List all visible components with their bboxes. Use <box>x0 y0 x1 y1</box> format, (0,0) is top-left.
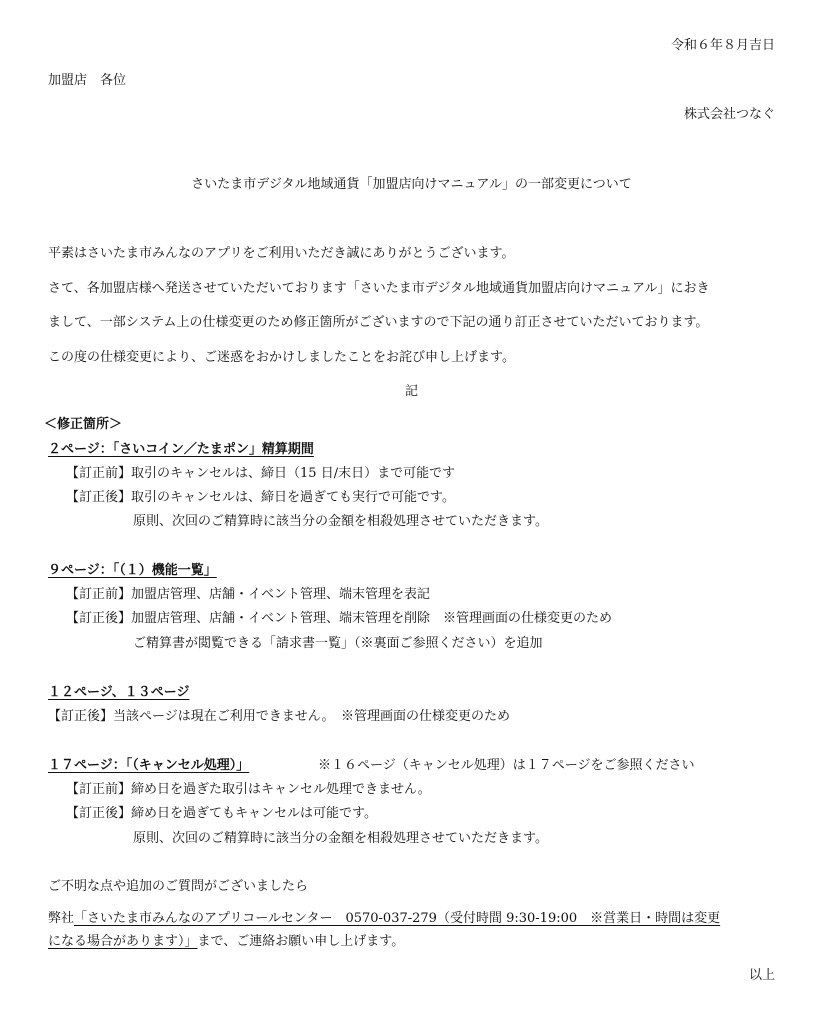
section-heading: ＜修正箇所＞ <box>44 417 123 432</box>
item-2-after-cont: ご精算書が閲覧できる「請求書一覧」（※裏面ご参照ください）を追加 <box>133 636 543 651</box>
item-3-heading: １２ページ、１３ページ <box>48 685 190 700</box>
before-text: 取引のキャンセルは、締日（15 日/末日）まで可能です <box>131 466 456 481</box>
contact-prefix: 弊社 <box>48 911 75 926</box>
item-1-after <box>66 491 455 504</box>
intro-line-4: この度の仕様変更により、ご迷惑をおかけしましたことをお詫び申し上げます。 <box>48 350 515 365</box>
sender: 株式会社つなぐ <box>683 107 775 122</box>
before-text: 締め日を過ぎた取引はキャンセル処理できません。 <box>131 782 431 797</box>
call-center-contact: 「さいたま市みんなのアプリコールセンター 0570-037-279（受付時間 9:30-19:00 ※営業日・時間は変更 <box>74 911 721 926</box>
item-2-heading: ９ページ：「（１）機能一覧」 <box>48 563 217 578</box>
after-text: 取引のキャンセルは、締日を過ぎても実行で可能です。 <box>131 490 455 505</box>
before-text: 加盟店管理、店舗・イベント管理、端末管理を表記 <box>131 587 431 602</box>
before-label: 【訂正前】 <box>66 587 132 602</box>
after-label: 【訂正後】 <box>66 611 132 626</box>
closing-question: ご不明な点や追加のご質問がございましたら <box>48 879 309 894</box>
contact-suffix: まで、ご連絡お願い申し上げます。 <box>197 934 405 949</box>
end-mark: 以上 <box>748 968 775 983</box>
ki-mark: 記 <box>404 384 418 399</box>
before-label: 【訂正前】 <box>66 782 132 797</box>
item-1-before <box>66 467 455 480</box>
after-label: 【訂正後】 <box>66 806 132 821</box>
closing-contact-line-1 <box>48 912 720 925</box>
item-4-before <box>66 783 431 796</box>
after-text: 締め日を過ぎてもキャンセルは可能です。 <box>131 806 377 821</box>
closing-contact-line-2 <box>48 935 404 948</box>
after-text: 加盟店管理、店舗・イベント管理、端末管理を削除 ※管理画面の仕様変更のため <box>131 611 613 626</box>
document-title: さいたま市デジタル地域通貨「加盟店向けマニュアル」の一部変更について <box>191 177 632 192</box>
before-label: 【訂正前】 <box>66 466 132 481</box>
intro-line-1: 平素はさいたま市みんなのアプリをご利用いただき誠にありがとうございます。 <box>48 246 515 261</box>
item-4-note: ※１６ページ（キャンセル処理）は１７ページをご参照ください <box>318 758 695 773</box>
item-4-after-cont: 原則、次回のご精算時に該当分の金額を相殺処理させていただきます。 <box>133 831 548 846</box>
item-1-after-cont: 原則、次回のご精算時に該当分の金額を相殺処理させていただきます。 <box>133 514 548 529</box>
intro-line-2: さて、各加盟店様へ発送させていただいております「さいたま市デジタル地域通貨加盟店向けマニュアル」におき <box>48 281 710 296</box>
intro-line-3: まして、一部システム上の仕様変更のため修正箇所がございますので下記の通り訂正させていただいております。 <box>48 315 709 330</box>
item-2-before <box>66 588 430 601</box>
after-label: 【訂正後】 <box>48 709 114 724</box>
call-center-contact-cont: になる場合があります）」 <box>48 934 198 949</box>
recipient: 加盟店 各位 <box>48 73 127 88</box>
item-1-heading: ２ページ：「さいコイン／たまポン」精算期間 <box>48 442 314 457</box>
after-label: 【訂正後】 <box>66 490 132 505</box>
item-3-after <box>48 710 510 723</box>
after-text: 当該ページは現在ご利用できません。 ※管理画面の仕様変更のため <box>113 709 511 724</box>
item-4-after <box>66 807 377 820</box>
document-date: 令和６年８月吉日 <box>670 38 775 53</box>
item-2-after <box>66 612 612 625</box>
item-4-heading: １７ページ：「（キャンセル処理）」 <box>48 758 250 773</box>
